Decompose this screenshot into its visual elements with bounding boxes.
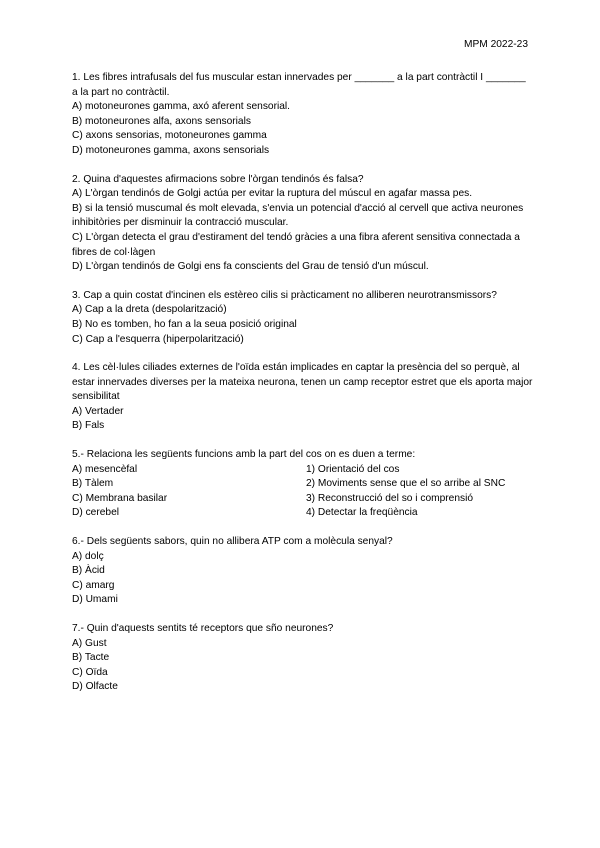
question-3 <box>72 289 534 347</box>
answer-option: D) Umami <box>72 594 118 606</box>
question-text: 7.- Quin d'aquests sentits té receptors que sño neurones? <box>72 623 334 634</box>
match-row <box>72 492 534 507</box>
question-text: 6.- Dels següents sabors, quin no allibera ATP com a molècula senyal? <box>72 536 393 548</box>
question-5 <box>72 448 534 521</box>
match-left-item: C) Membrana basilar <box>72 492 168 504</box>
question-4 <box>72 361 534 434</box>
answer-option: A) dolç <box>72 550 104 562</box>
answer-option: C) axons sensorias, motoneurones gamma <box>72 130 267 142</box>
question-text: 5.- Relaciona les següents funcions amb la part del cos on es duen a terme: <box>72 449 416 461</box>
question-1 <box>72 71 534 159</box>
answer-option: A) Vertader <box>72 405 124 417</box>
question-text: 2. Quina d'aquestes afirmacions sobre l'òrgan tendinós és falsa? <box>72 173 364 185</box>
question-7 <box>72 622 534 695</box>
answer-option: C) L'òrgan detecta el grau d'estirament del tendó gràcies a una fibra aferent sensitiva connectada a fibres de col·làgen <box>72 231 520 258</box>
answer-option: B) si la tensió muscumal és molt elevada, s'envia un potencial d'acció al cervell que activa neurones inhibitòries per disminuir la contracció muscular. <box>72 202 524 229</box>
answer-option: C) Oïda <box>72 666 108 678</box>
answer-option: A) Gust <box>72 637 107 649</box>
question-text: 1. Les fibres intrafusals del fus muscular estan innervades per _______ a la part contràctil I _______ a la part no contràctil. <box>72 72 526 98</box>
answer-option: C) Cap a l'esquerra (hiperpolarització) <box>72 333 244 345</box>
answer-option: C) amarg <box>72 579 115 591</box>
question-text: 4. Les cèl·lules ciliades externes de l'oïda están implicades en captar la presència del so perquè, al estar innervades diverses per la mateixa neurona, tenen un camp receptor estret que els aporta major sensibilitat <box>72 362 533 403</box>
match-right-item: 3) Reconstrucció del so i comprensió <box>306 492 474 504</box>
match-right-item: 1) Orientació del cos <box>306 463 400 475</box>
questions-container <box>72 71 534 709</box>
answer-option: D) Olfacte <box>72 681 118 693</box>
answer-option: B) motoneurones alfa, axons sensorials <box>72 115 251 127</box>
match-left-item: D) cerebel <box>72 507 119 519</box>
answer-option: B) Àcid <box>72 565 105 577</box>
question-2 <box>72 173 534 275</box>
header-label: MPM 2022-23 <box>464 39 528 50</box>
answer-option: D) L'òrgan tendinós de Golgi ens fa conscients del Grau de tensió d'un múscul. <box>72 261 429 273</box>
answer-option: A) Cap a la dreta (despolarització) <box>72 304 227 316</box>
question-text: 3. Cap a quin costat d'incinen els estèreo cilis si pràcticament no alliberen neurotransmissors? <box>72 289 497 301</box>
match-left-item: B) Tàlem <box>72 478 114 490</box>
question-6 <box>72 535 534 608</box>
answer-option: A) motoneurones gamma, axó aferent sensorial. <box>72 101 291 113</box>
match-row <box>72 506 534 521</box>
match-right-item: 2) Moviments sense que el so arribe al SNC <box>306 478 506 490</box>
answer-option: D) motoneurones gamma, axons sensorials <box>72 144 270 156</box>
answer-option: B) No es tomben, ho fan a la seua posició original <box>72 318 297 330</box>
answer-option: B) Fals <box>72 420 105 432</box>
answer-option: A) L'òrgan tendinós de Golgi actúa per evitar la ruptura del múscul en agafar massa pes. <box>72 188 473 200</box>
match-right-item: 4) Detectar la freqüència <box>306 507 418 519</box>
match-row <box>72 477 534 492</box>
match-left-item: A) mesencèfal <box>72 463 138 475</box>
match-row <box>72 463 534 478</box>
answer-option: B) Tacte <box>72 652 110 664</box>
